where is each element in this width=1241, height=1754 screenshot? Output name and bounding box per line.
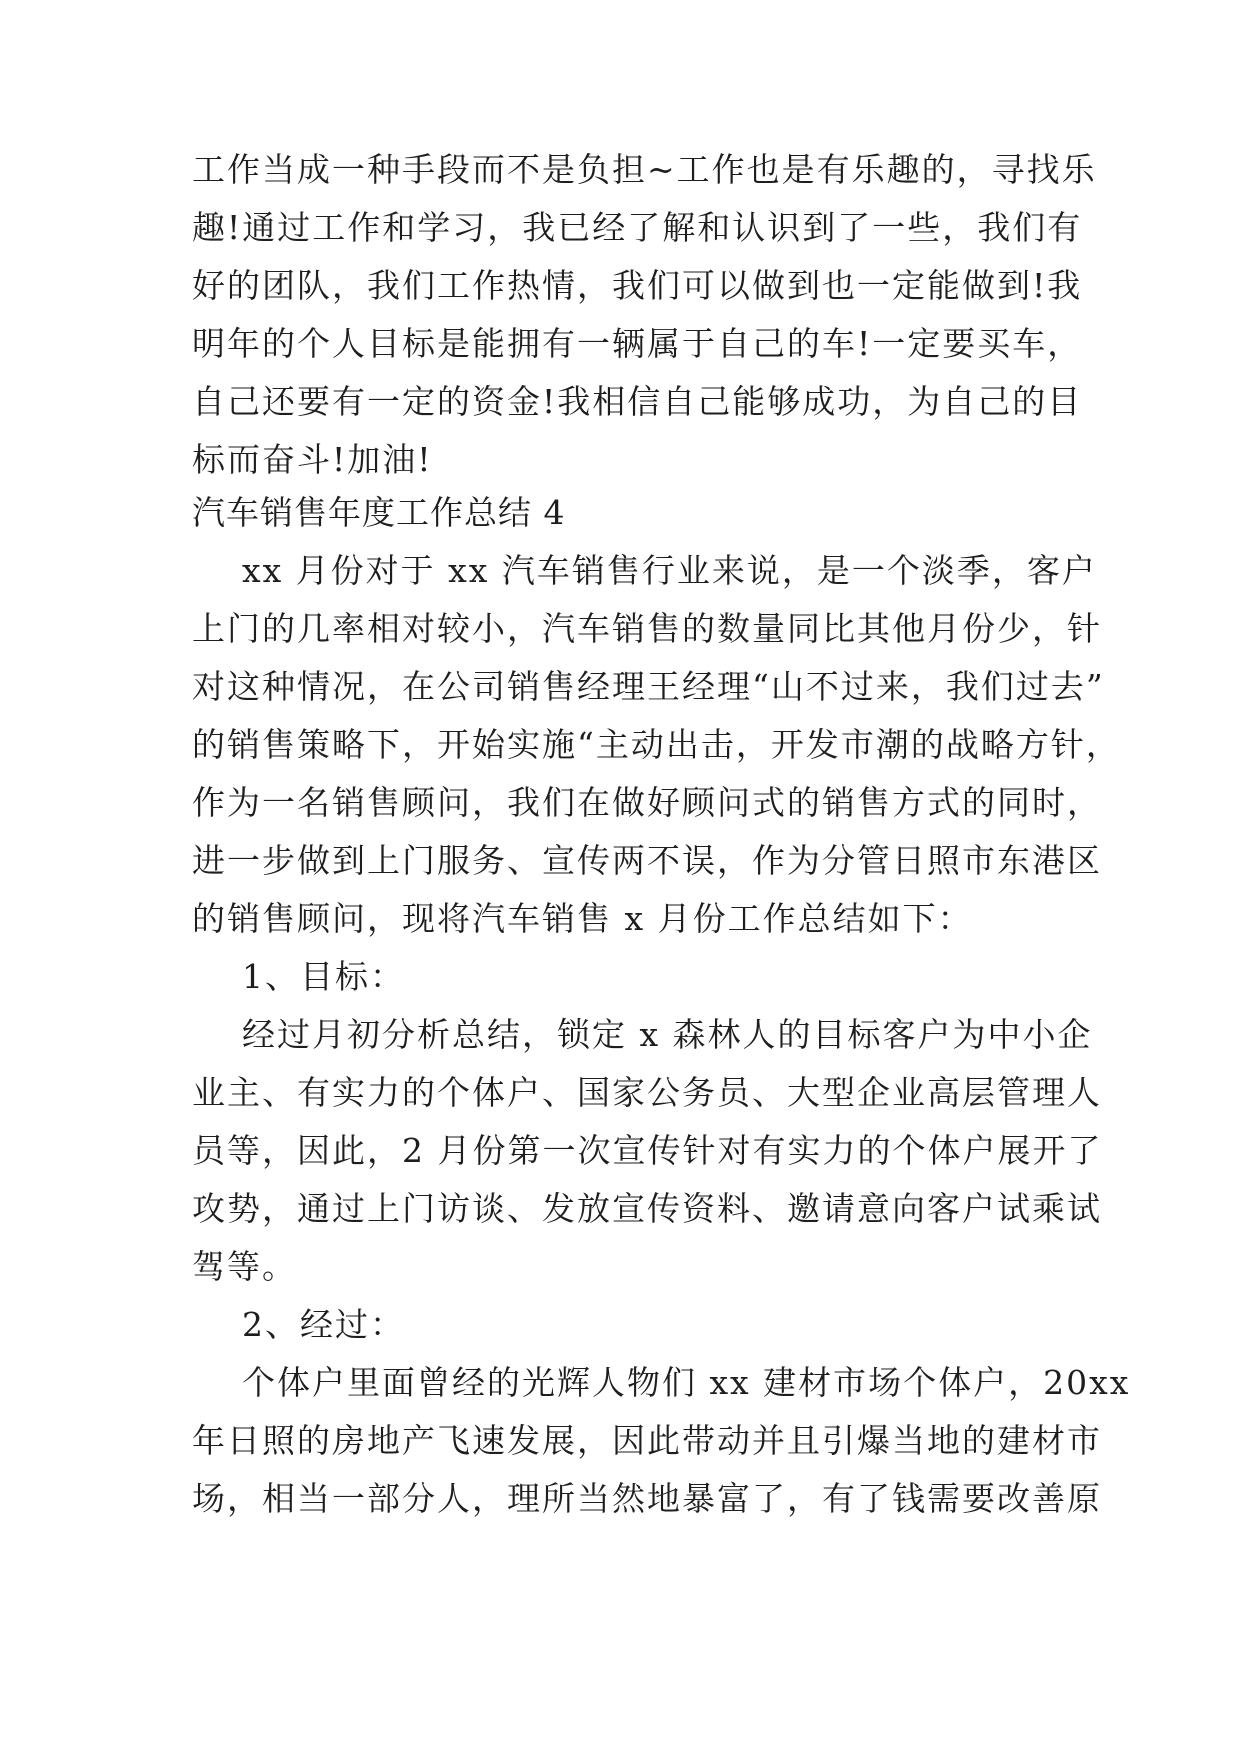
- text-line: 好的团队，我们工作热情，我们可以做到也一定能做到!我: [192, 266, 1083, 305]
- section-heading: 汽车销售年度工作总结 4: [192, 493, 566, 532]
- text-line: 的销售策略下，开始实施“主动出击，开发市潮的战略方针，: [192, 725, 1121, 764]
- text-line: 自己还要有一定的资金!我相信自己能够成功，为自己的目: [192, 382, 1083, 421]
- text-line: 攻势，通过上门访谈、发放宣传资料、邀请意向客户试乘试: [192, 1189, 1102, 1228]
- text-line: 工作当成一种手段而不是负担~工作也是有乐趣的，寻找乐: [192, 150, 1097, 189]
- text-line: 场，相当一部分人，理所当然地暴富了，有了钱需要改善原: [192, 1479, 1102, 1518]
- text-line: 驾等。: [192, 1247, 297, 1286]
- text-line: 的销售顾问，现将汽车销售 x 月份工作总结如下：: [192, 899, 973, 938]
- text-line: 明年的个人目标是能拥有一辆属于自己的车!一定要买车，: [192, 324, 1083, 363]
- text-line: 个体户里面曾经的光辉人物们 xx 建材市场个体户，20xx: [192, 1363, 1131, 1402]
- text-line: xx 月份对于 xx 汽车销售行业来说，是一个淡季，客户: [192, 551, 1097, 590]
- text-line: 作为一名销售顾问，我们在做好顾问式的销售方式的同时，: [192, 783, 1102, 822]
- text-line: 年日照的房地产飞速发展，因此带动并且引爆当地的建材市: [192, 1421, 1102, 1460]
- text-line: 业主、有实力的个体户、国家公务员、大型企业高层管理人: [192, 1073, 1102, 1112]
- text-line: 对这种情况，在公司销售经理王经理“山不过来，我们过去”: [192, 667, 1105, 706]
- text-line: 趣!通过工作和学习，我已经了解和认识到了一些，我们有: [192, 208, 1083, 247]
- text-line: 上门的几率相对较小，汽车销售的数量同比其他月份少，针: [192, 609, 1102, 648]
- text-line: 标而奋斗!加油!: [192, 440, 433, 479]
- text-line: 员等，因此，2 月份第一次宣传针对有实力的个体户展开了: [192, 1131, 1103, 1170]
- text-line: 进一步做到上门服务、宣传两不误，作为分管日照市东港区: [192, 841, 1102, 880]
- list-heading: 1、目标：: [192, 957, 405, 996]
- list-heading: 2、经过：: [192, 1305, 405, 1344]
- text-line: 经过月初分析总结，锁定 x 森林人的目标客户为中小企: [192, 1015, 1093, 1054]
